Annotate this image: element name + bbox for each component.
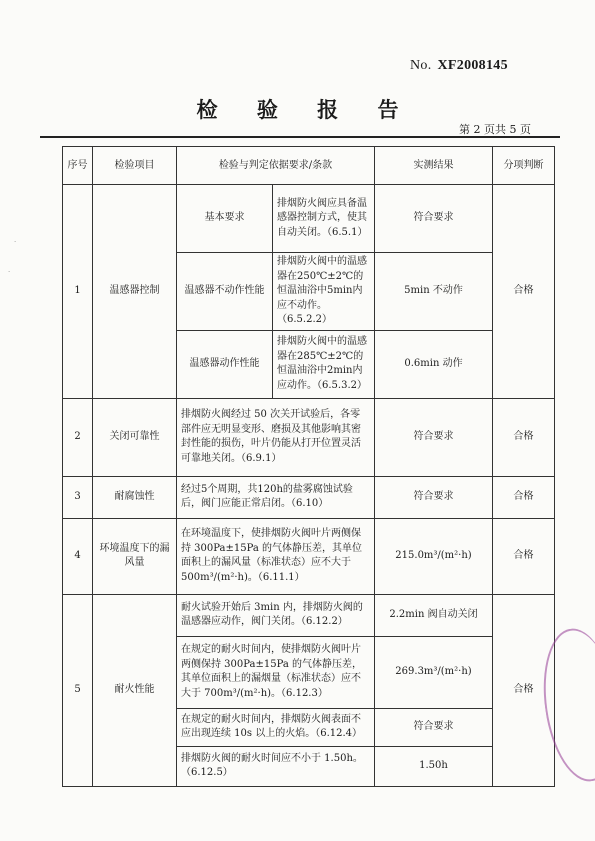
header-item: 检验项目 — [93, 147, 177, 185]
sub-item-result: 符合要求 — [375, 708, 493, 746]
row-result: 符合要求 — [375, 398, 493, 476]
scan-mark: · — [14, 238, 17, 246]
header-judgment: 分项判断 — [493, 147, 555, 185]
row-item: 耐腐蚀性 — [93, 476, 177, 518]
sub-item-result: 5min 不动作 — [375, 253, 493, 331]
page-indicator: 第 2 页共 5 页 — [459, 123, 531, 136]
sub-item-name: 温感器动作性能 — [177, 330, 273, 398]
sub-item-requirement: 排烟防火阀中的温感器在250℃±2℃的恒温油浴中5min内应不动作。（6.5.2.2） — [273, 253, 375, 331]
row-judgment: 合格 — [493, 518, 555, 594]
row-result: 215.0m³/(m²·h) — [375, 518, 493, 594]
row-item: 耐火性能 — [93, 594, 177, 786]
report-title: 检 验 报 告 — [196, 97, 415, 122]
table-row — [63, 594, 555, 636]
title-divider — [40, 136, 560, 138]
row-judgment: 合格 — [493, 476, 555, 518]
sub-item-result: 2.2min 阀自动关闭 — [375, 594, 493, 636]
sub-item-requirement: 在规定的耐火时间内，排烟防火阀表面不应出现连续 10s 以上的火焰。（6.12.4） — [177, 708, 375, 746]
sub-item-name: 温感器不动作性能 — [177, 253, 273, 331]
table-row — [63, 518, 555, 594]
row-requirement: 排烟防火阀经过 50 次关开试验后，各零部件应无明显变形、磨损及其他影响其密封性能的损伤，叶片仍能从打开位置灵活可靠地关闭。（6.9.1） — [177, 398, 375, 476]
table-row — [63, 185, 555, 253]
table-row — [63, 476, 555, 518]
report-number-prefix: No. — [410, 58, 432, 73]
header-seq: 序号 — [63, 147, 93, 185]
row-seq: 4 — [63, 518, 93, 594]
row-requirement: 在环境温度下，使排烟防火阀叶片两侧保持 300Pa±15Pa 的气体静压差，其单位面积上的漏风量（标准状态）应不大于500m³/(m²·h)。（6.11.1） — [177, 518, 375, 594]
row-seq: 2 — [63, 398, 93, 476]
row-result: 符合要求 — [375, 476, 493, 518]
inspection-table — [62, 146, 555, 787]
scan-mark: · — [8, 268, 11, 276]
sub-item-result: 269.3m³/(m²·h) — [375, 636, 493, 708]
report-number-value: XF2008145 — [437, 58, 508, 73]
row-item: 温感器控制 — [93, 185, 177, 399]
row-seq: 3 — [63, 476, 93, 518]
sub-item-result: 符合要求 — [375, 185, 493, 253]
row-item: 环境温度下的漏风量 — [93, 518, 177, 594]
row-judgment: 合格 — [493, 594, 555, 786]
row-judgment: 合格 — [493, 398, 555, 476]
row-judgment: 合格 — [493, 185, 555, 399]
report-number — [410, 58, 508, 74]
row-seq: 5 — [63, 594, 93, 786]
sub-item-requirement: 耐火试验开始后 3min 内，排烟防火阀的温感器应动作，阀门关闭。（6.12.2） — [177, 594, 375, 636]
row-item: 关闭可靠性 — [93, 398, 177, 476]
row-seq: 1 — [63, 185, 93, 399]
table-row — [63, 398, 555, 476]
sub-item-requirement: 排烟防火阀的耐火时间应不小于 1.50h。（6.12.5） — [177, 746, 375, 786]
header-requirement: 检验与判定依据要求/条款 — [177, 147, 375, 185]
sub-item-requirement: 在规定的耐火时间内，使排烟防火阀叶片两侧保持 300Pa±15Pa 的气体静压差，其单位面积上的漏烟量（标准状态）应不大于 700m³/(m²·h)。（6.12.3） — [177, 636, 375, 708]
table-header-row — [63, 147, 555, 185]
sub-item-result: 0.6min 动作 — [375, 330, 493, 398]
sub-item-requirement: 排烟防火阀应具备温感器控制方式，使其自动关闭。（6.5.1） — [273, 185, 375, 253]
sub-item-result: 1.50h — [375, 746, 493, 786]
row-requirement: 经过5个周期，共120h的盐雾腐蚀试验后，阀门应能正常启闭。（6.10） — [177, 476, 375, 518]
header-result: 实测结果 — [375, 147, 493, 185]
sub-item-name: 基本要求 — [177, 185, 273, 253]
sub-item-requirement: 排烟防火阀中的温感器在285℃±2℃的恒温油浴中2min内应动作。（6.5.3.2） — [273, 330, 375, 398]
